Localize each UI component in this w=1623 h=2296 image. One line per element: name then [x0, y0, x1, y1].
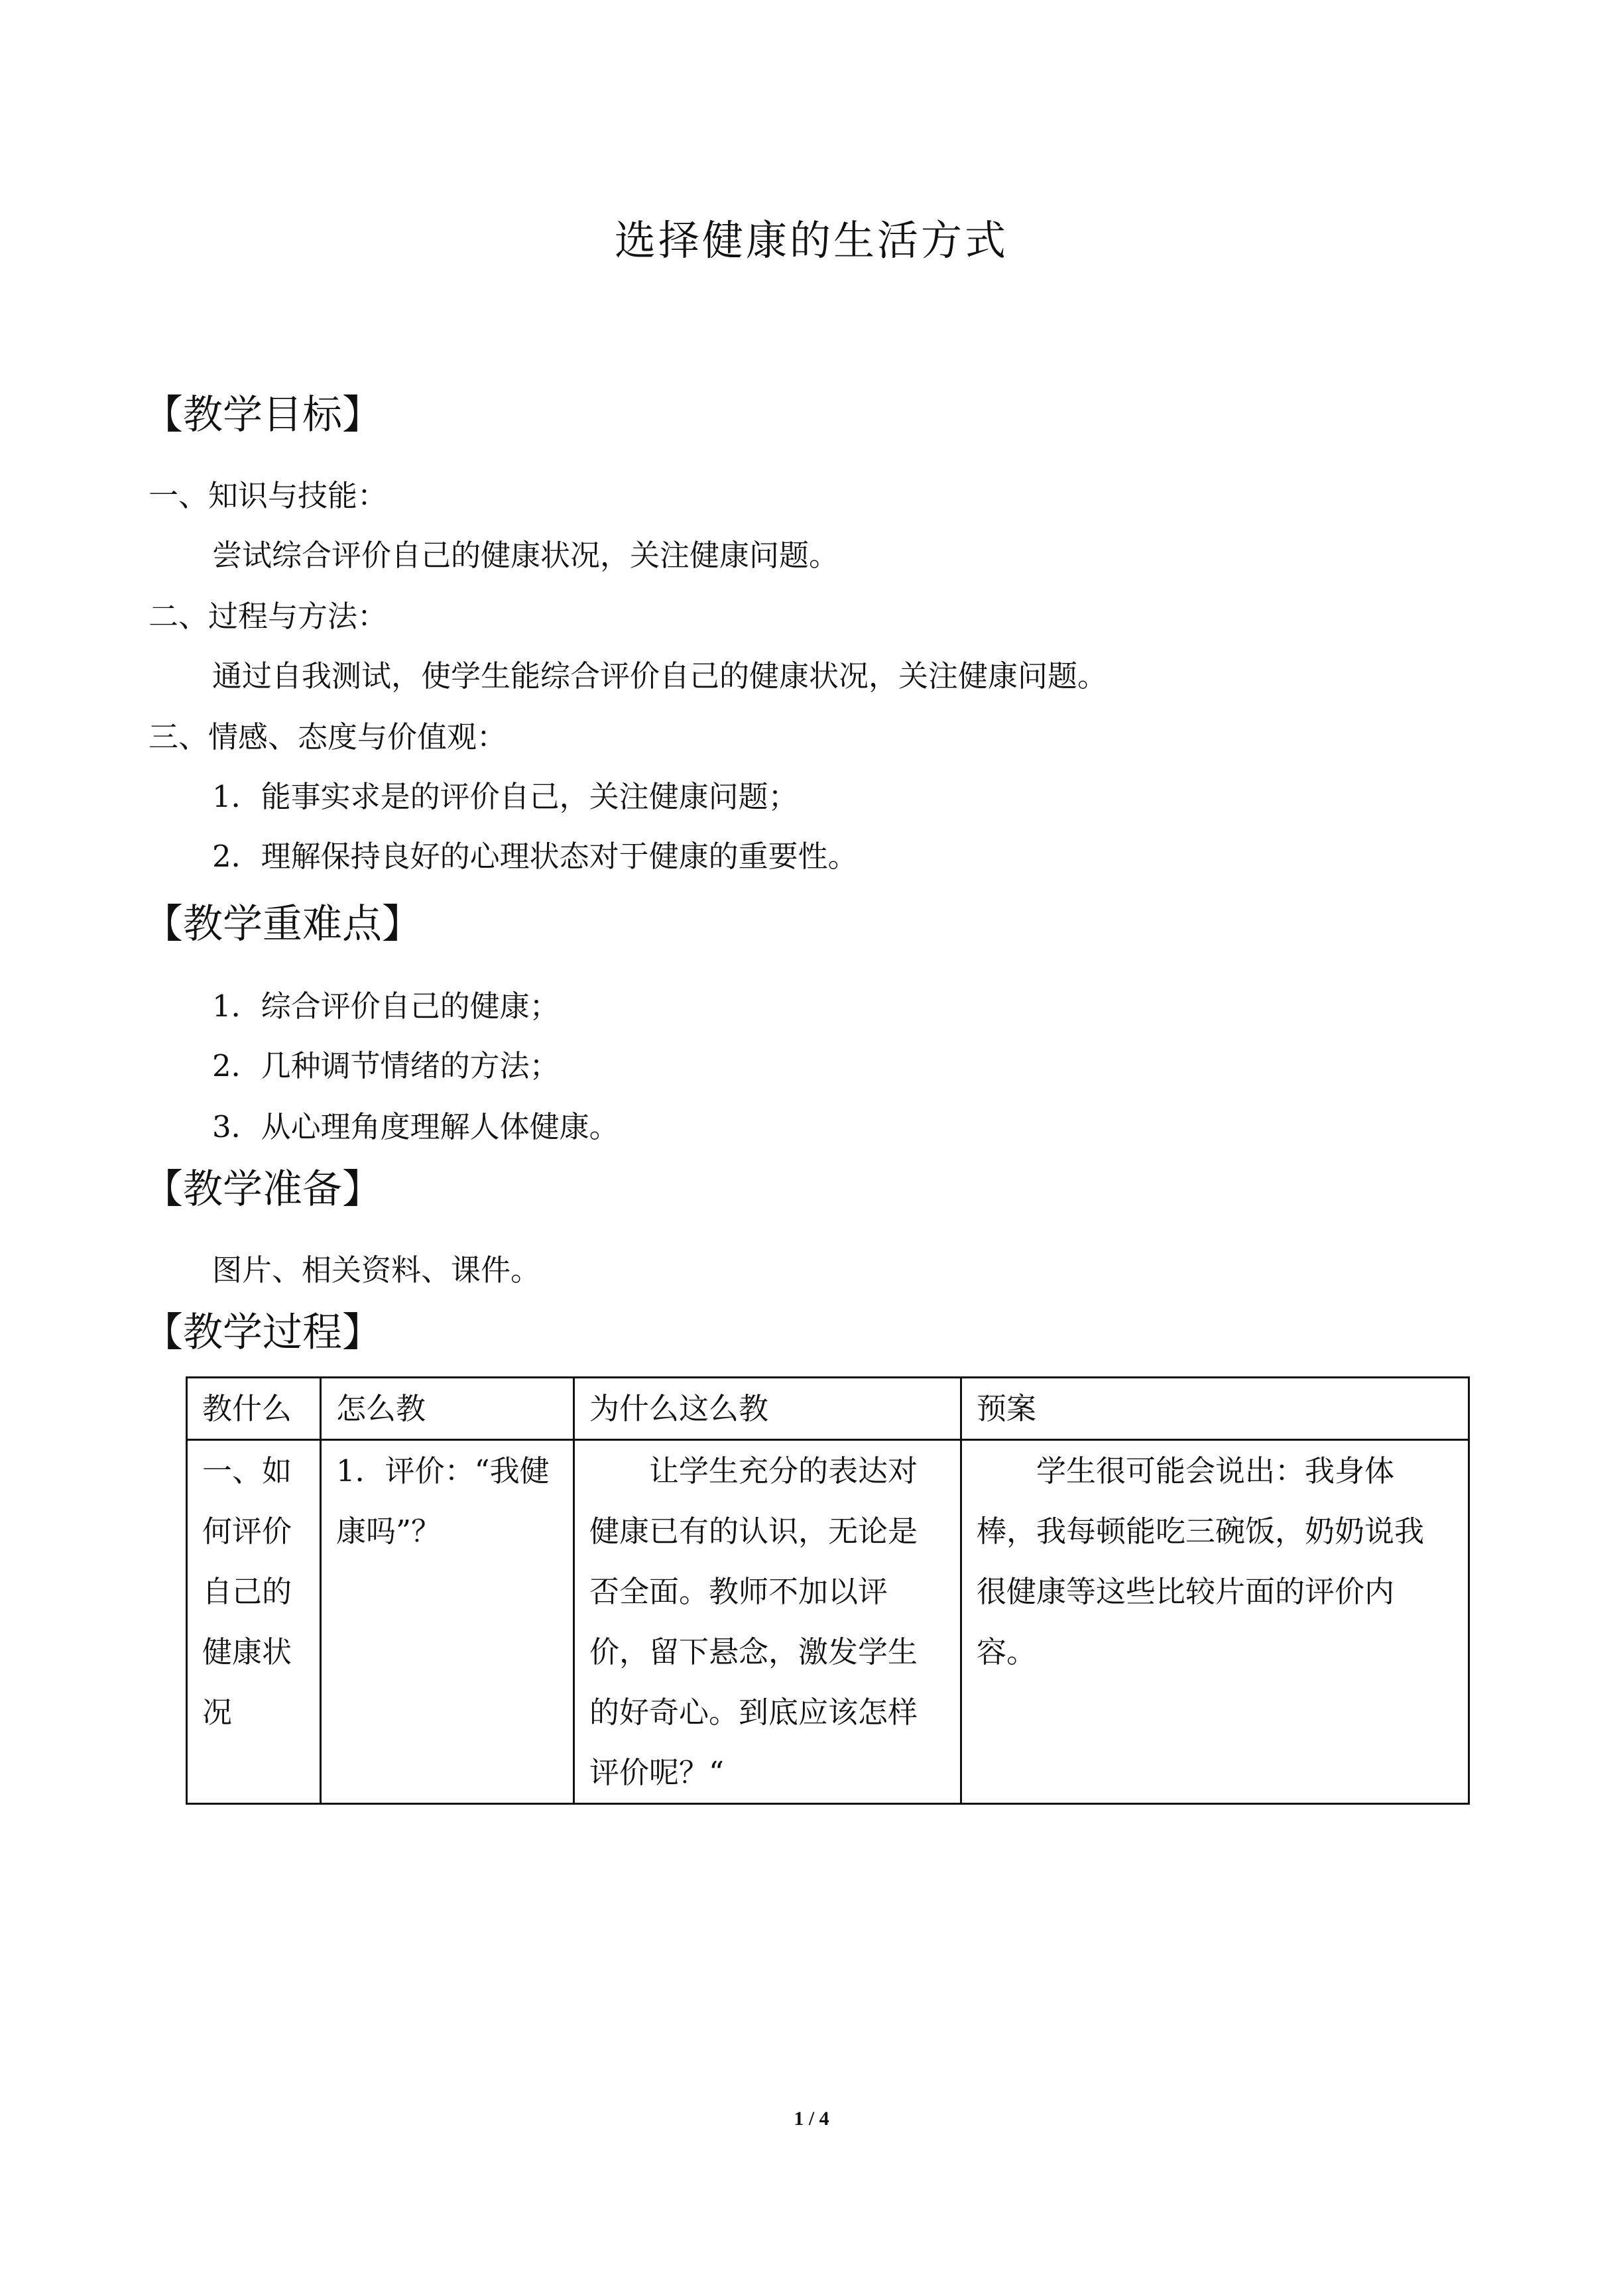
key-point-3: 3．从心理角度理解人体健康。 [212, 1109, 619, 1144]
objective-2-label: 二、过程与方法： [149, 599, 388, 634]
column-header-why: 为什么这么教 [574, 1378, 961, 1440]
objective-2-text: 通过自我测试，使学生能综合评价自己的健康状况，关注健康问题。 [212, 658, 1108, 694]
section-heading-process: 【教学过程】 [143, 1309, 382, 1356]
column-header-what: 教什么 [187, 1378, 321, 1440]
teaching-process-table [186, 1376, 1470, 1805]
section-heading-preparation: 【教学准备】 [143, 1166, 382, 1213]
objective-1-text: 尝试综合评价自己的健康状况，关注健康问题。 [212, 538, 839, 573]
section-heading-key-points: 【教学重难点】 [143, 901, 422, 947]
cell-why: 让学生充分的表达对健康已有的认识，无论是否全面。教师不加以评价，留下悬念，激发学生的好奇心。到底应该怎样评价呢？“ [574, 1440, 961, 1804]
page-number: 1 / 4 [794, 2108, 829, 2130]
column-header-plan: 预案 [961, 1378, 1469, 1440]
cell-what: 一、如何评价自己的健康状况 [187, 1440, 321, 1804]
objective-1-label: 一、知识与技能： [149, 478, 388, 513]
key-point-2: 2．几种调节情绪的方法； [212, 1048, 560, 1083]
table-row [187, 1440, 1469, 1804]
preparation-text: 图片、相关资料、课件。 [212, 1252, 541, 1288]
page-title: 选择健康的生活方式 [614, 216, 1008, 265]
section-heading-objectives: 【教学目标】 [143, 392, 382, 438]
table-header-row [187, 1378, 1469, 1440]
objective-3-sub-1: 1．能事实求是的评价自己，关注健康问题； [212, 779, 798, 814]
cell-plan: 学生很可能会说出：我身体棒，我每顿能吃三碗饭，奶奶说我很健康等这些比较片面的评价内容。 [961, 1440, 1469, 1804]
cell-how: 1．评价：“我健康吗”？ [321, 1440, 574, 1804]
objective-3-label: 三、情感、态度与价值观： [149, 719, 507, 755]
objective-3-sub-2: 2．理解保持良好的心理状态对于健康的重要性。 [212, 839, 858, 874]
key-point-1: 1．综合评价自己的健康； [212, 989, 560, 1024]
column-header-how: 怎么教 [321, 1378, 574, 1440]
